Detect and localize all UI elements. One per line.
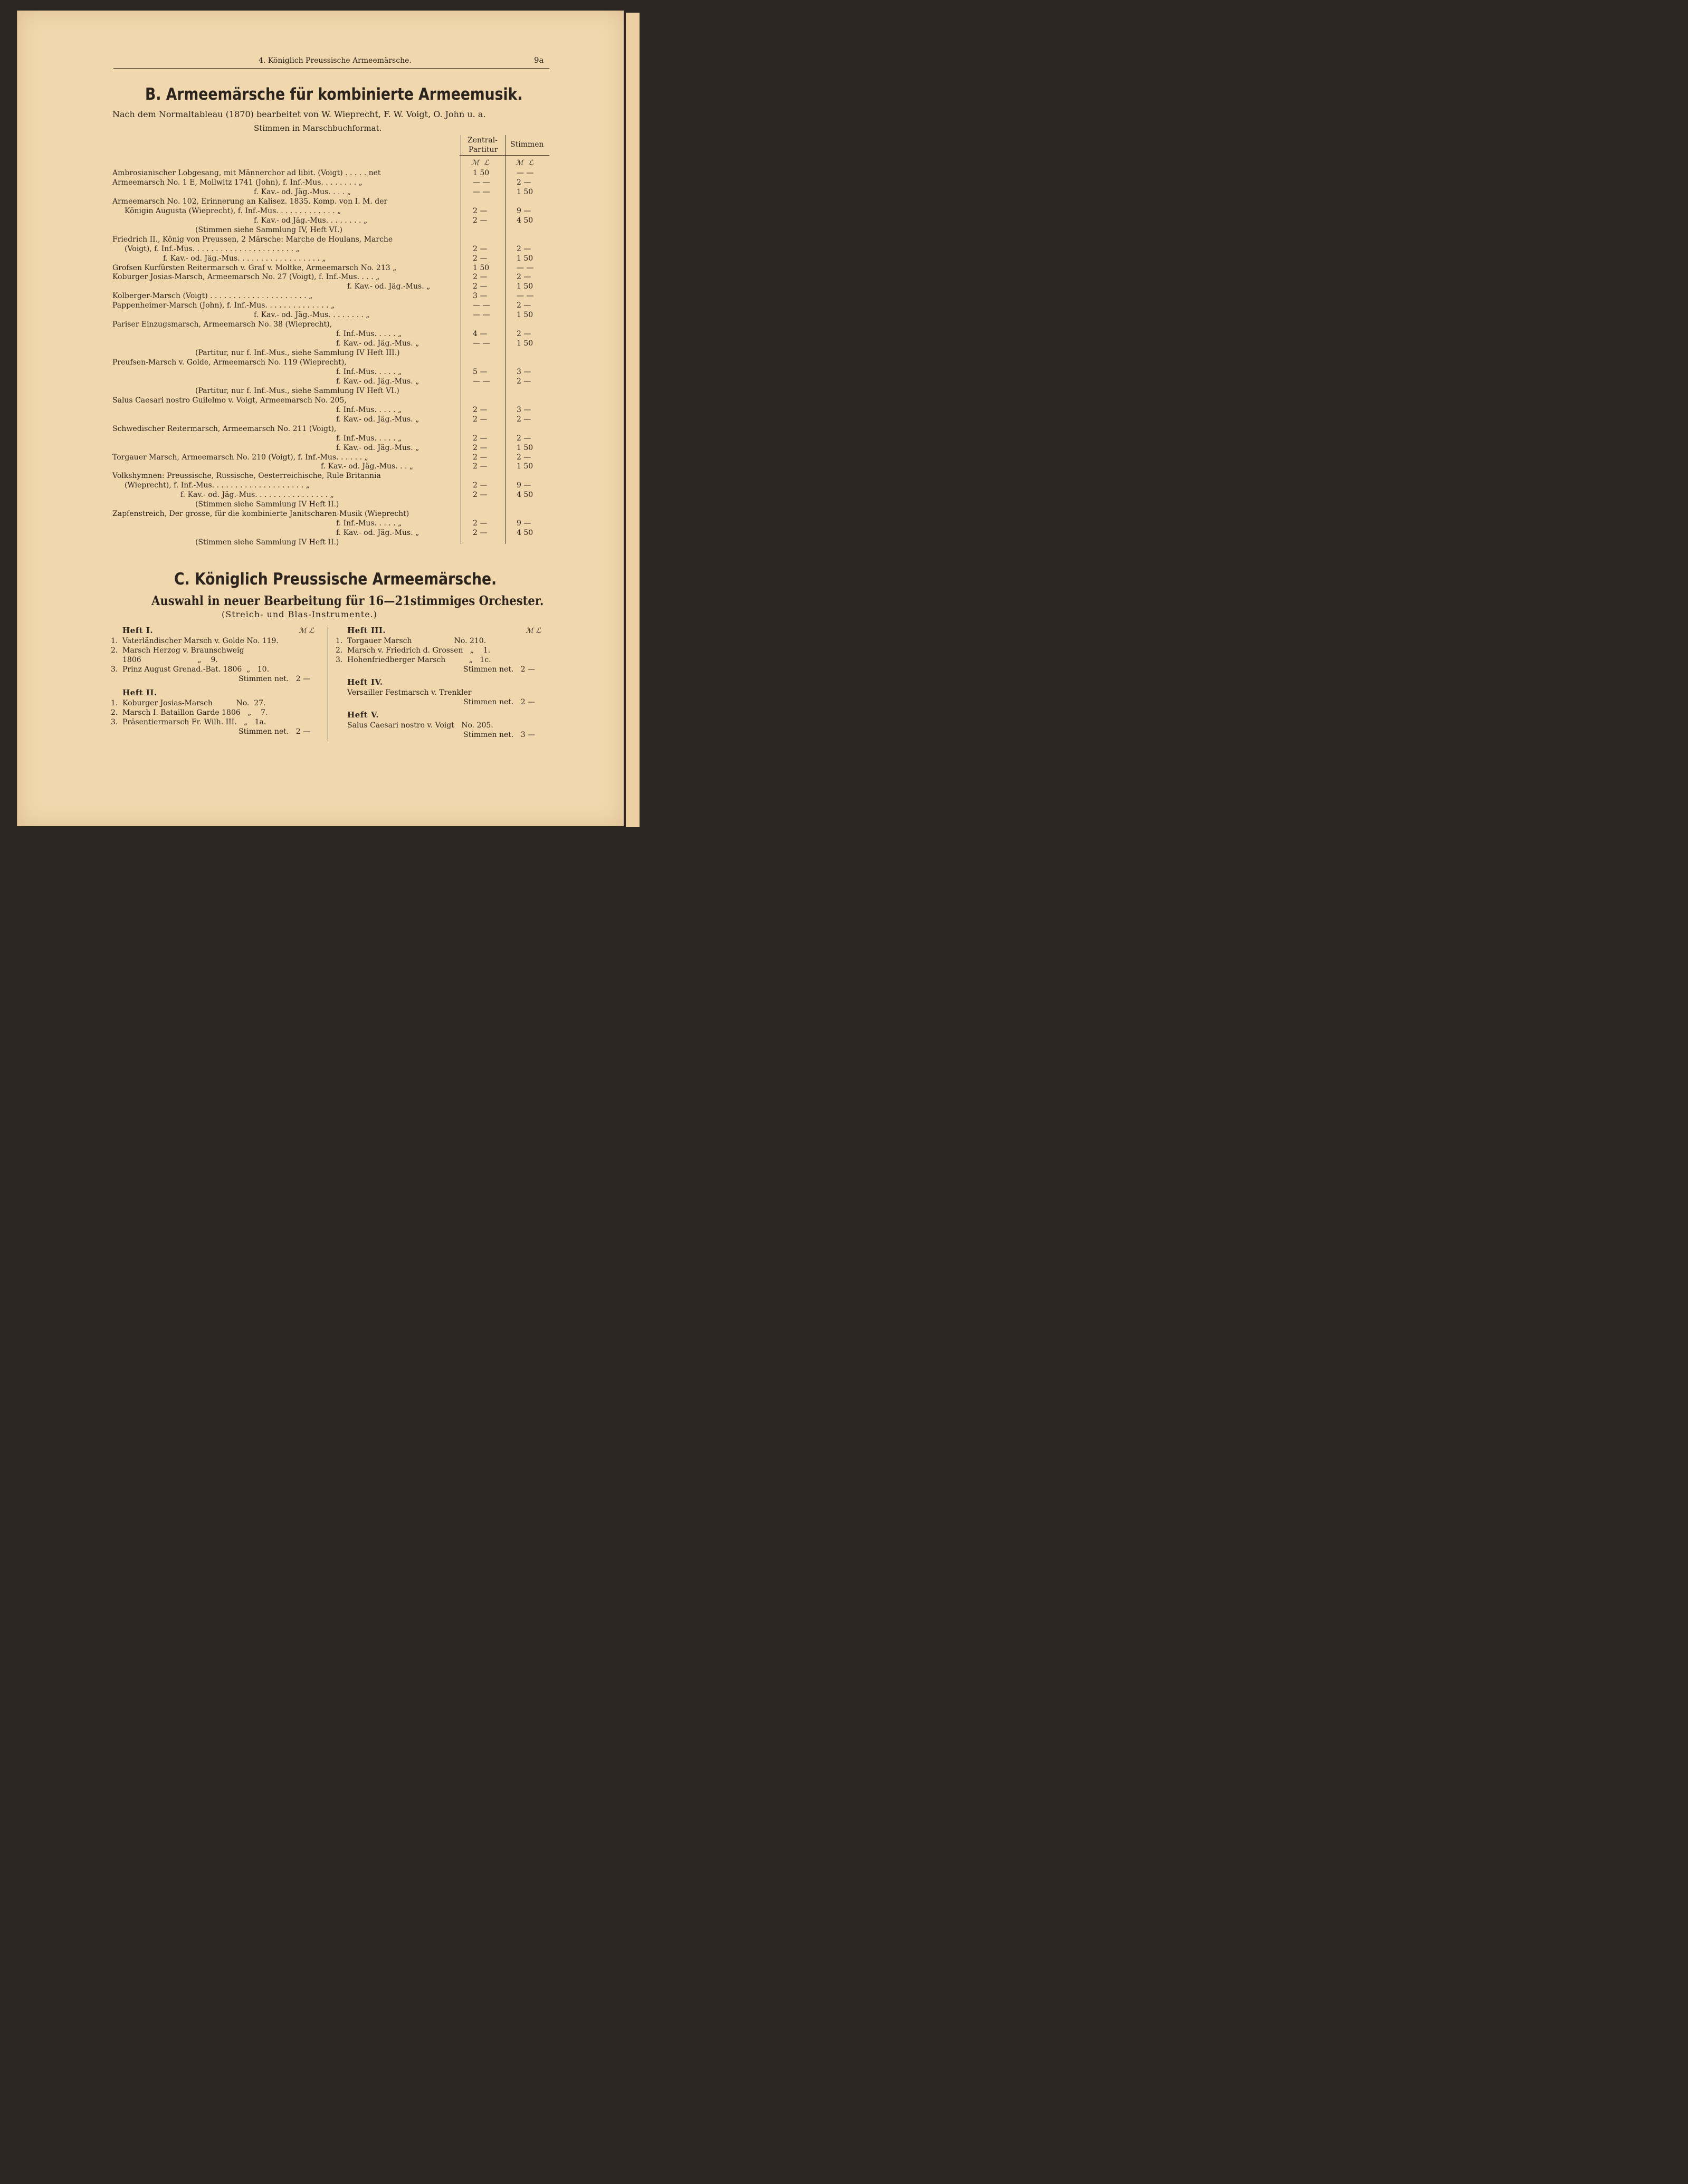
section-b-row-text: f. Kav.- od. Jäg.-Mus. . . . . . . . . . . . . . . . . . „ [163,254,326,263]
partitur-price: 2 — [473,282,488,291]
partitur-price: 1 50 [473,264,490,272]
stimmen-price: — — [517,169,534,177]
heft-unit: ℳ ℒ [299,627,314,635]
next-page-edge [626,13,640,827]
stimmen-price: 2 — [517,301,531,310]
partitur-price: 2 — [473,444,488,452]
stimmen-price: — — [517,264,534,272]
section-b-row-text: Koburger Josias-Marsch, Armeemarsch No. 27 (Voigt), f. Inf.-Mus. . . . „ [112,273,380,281]
heft-title: Heft III. [347,626,386,635]
section-b-row-text: f. Kav.- od. Jäg.-Mus. „ [347,282,431,291]
partitur-price: — — [473,339,490,348]
heft-item: Vaterländischer Marsch v. Golde No. 119. [122,637,279,645]
partitur-price: — — [473,301,490,310]
section-b-row-text: f. Inf.-Mus. . . . . „ [336,519,402,528]
stimmen-price: — — [517,292,534,300]
section-b-row-text: Volkshymnen: Preussische, Russische, Oesterreichische, Rule Britannia [112,472,381,480]
partitur-price: — — [473,377,490,386]
section-b-row-text: f. Kav.- od. Jäg.-Mus. . . . . . . . . . . . . . . . „ [180,491,334,499]
section-b-row-text: f. Inf.-Mus. . . . . „ [336,330,402,338]
stimmen-price: 9 — [517,207,531,215]
col-partitur-line1: Zentral- [468,136,498,145]
heft-item-number: 2. [111,646,118,655]
heft-item: Hohenfriedberger Marsch „ 1c. [347,656,491,664]
heft-item: Salus Caesari nostro v. Voigt No. 205. [347,721,493,730]
section-b-row-text: f. Kav.- od. Jäg.-Mus. „ [336,529,419,537]
heft-item: Torgauer Marsch No. 210. [347,637,487,645]
stimmen-price: 1 50 [517,311,533,319]
stimmen-price: 1 50 [517,188,533,196]
heft-item-number: 1. [336,637,343,645]
section-b-row-text: Kolberger-Marsch (Voigt) . . . . . . . . . . . . . . . . . . . . . „ [112,292,313,300]
partitur-price: 2 — [473,453,488,462]
partitur-price: 2 — [473,245,488,253]
stimmen-price: 2 — [517,178,531,187]
partitur-price: 3 — [473,292,488,300]
heft-item-number: 2. [336,646,343,655]
running-title: 4. Königlich Preussische Armeemärsche. [259,56,412,65]
stimmen-price: 1 50 [517,254,533,263]
partitur-price: — — [473,311,490,319]
partitur-price: 2 — [473,406,488,414]
heft-item: Koburger Josias-Marsch No. 27. [122,699,266,707]
section-b-row-text: f. Kav.- od. Jäg.-Mus. „ [336,415,419,424]
section-b-row-text: Salus Caesari nostro Guilelmo v. Voigt, Armeemarsch No. 205, [112,396,347,405]
stimmen-price: 4 50 [517,216,533,225]
heft-price: Stimmen net. 3 — [463,731,536,739]
stimmen-price: 2 — [517,453,531,462]
col-rule-mid [505,135,506,544]
section-b-row-text: Grofsen Kurfürsten Reitermarsch v. Graf v. Moltke, Armeemarsch No. 213 „ [112,264,397,272]
heft-item: Marsch I. Bataillon Garde 1806 „ 7. [122,708,268,717]
section-c-title: C. Königlich Preussische Armeemärsche. [174,570,497,589]
stimmen-price: 3 — [517,406,531,414]
heft-title: Heft I. [122,626,154,635]
stimmen-price: 3 — [517,368,531,376]
heft-title: Heft II. [122,688,157,697]
heft-price: Stimmen net. 2 — [239,675,311,683]
partitur-price: 2 — [473,462,488,471]
partitur-price: 2 — [473,415,488,424]
section-b-row-text: (Partitur, nur f. Inf.-Mus., siehe Sammlung IV Heft III.) [195,349,400,357]
heft-item-number: 1. [111,637,118,645]
stimmen-price: 9 — [517,481,531,490]
section-b-row-text: (Stimmen siehe Sammlung IV, Heft VI.) [195,226,342,234]
page-number: 9a [534,55,544,65]
page [0,0,640,827]
section-b-row-text: Ambrosianischer Lobgesang, mit Männerchor ad libit. (Voigt) . . . . . net [112,169,381,177]
section-b-row-text: f. Kav.- od. Jäg.-Mus. . . . . . . . „ [254,311,370,319]
col-header-rule [460,155,549,156]
heft-item: Prinz August Grenad.-Bat. 1806 „ 10. [122,665,270,674]
heft-item-number: 2. [111,708,118,717]
section-b-subtitle: Nach dem Normaltableau (1870) bearbeitet von W. Wieprecht, F. W. Voigt, O. John u. a. [112,109,486,119]
heft-price: Stimmen net. 2 — [463,665,536,674]
heft-unit: ℳ ℒ [526,627,541,635]
stimmen-price: 1 50 [517,444,533,452]
partitur-price: 2 — [473,273,488,281]
heft-item: Marsch Herzog v. Braunschweig [122,646,244,655]
section-b-row-text: f. Kav.- od. Jäg.-Mus. . . „ [321,462,414,471]
partitur-price: 4 — [473,330,488,338]
col-stimmen: Stimmen [510,140,544,149]
section-b-row-text: Königin Augusta (Wieprecht), f. Inf.-Mus. . . . . . . . . . . . . „ [125,207,341,215]
stimmen-price: 4 50 [517,491,533,499]
section-b-row-text: Preufsen-Marsch v. Golde, Armeemarsch No. 119 (Wieprecht), [112,358,347,367]
section-b-row-text: Zapfenstreich, Der grosse, für die kombinierte Janitscharen-Musik (Wieprecht) [112,510,409,518]
partitur-price: 5 — [473,368,488,376]
heft-item: 1806 „ 9. [122,656,218,664]
section-b-row-text: Schwedischer Reitermarsch, Armeemarsch No. 211 (Voigt), [112,425,337,433]
partitur-price: 2 — [473,481,488,490]
partitur-price: — — [473,178,490,187]
stimmen-price: 9 — [517,519,531,528]
heft-item-number: 1. [111,699,118,707]
section-b-row-text: f. Inf.-Mus. . . . . „ [336,368,402,376]
partitur-price: 2 — [473,529,488,537]
stimmen-price: 1 50 [517,339,533,348]
section-b-row-text: (Stimmen siehe Sammlung IV Heft II.) [195,538,339,547]
partitur-price: 2 — [473,207,488,215]
col-partitur-line2: Partitur [469,146,498,154]
stimmen-price: 2 — [517,434,531,443]
section-b-row-text: f. Kav.- od Jäg.-Mus. . . . . . . . „ [254,216,368,225]
heft-item-number: 3. [111,665,118,674]
section-b-row-text: f. Kav.- od. Jäg.-Mus. „ [336,377,419,386]
unit-pf-p: ℒ [484,159,490,167]
partitur-price: 2 — [473,519,488,528]
section-b-row-text: Armeemarsch No. 102, Erinnerung an Kalisez. 1835. Komp. von I. M. der [112,197,388,206]
stimmen-price: 2 — [517,273,531,281]
partitur-price: 2 — [473,216,488,225]
stimmen-price: 2 — [517,377,531,386]
section-b-row-text: f. Inf.-Mus. . . . . „ [336,406,402,414]
partitur-price: 2 — [473,491,488,499]
heft-title: Heft IV. [347,677,383,687]
stimmen-price: 2 — [517,245,531,253]
unit-mark-p: ℳ [471,159,479,167]
unit-pf-s: ℒ [528,159,534,167]
stimmen-price: 2 — [517,415,531,424]
section-b-row-text: (Wieprecht), f. Inf.-Mus. . . . . . . . . . . . . . . . . . . . „ [125,481,310,490]
stimmen-price: 1 50 [517,282,533,291]
heft-item: Marsch v. Friedrich d. Grossen „ 1. [347,646,491,655]
stimmen-price: 1 50 [517,462,533,471]
partitur-price: 2 — [473,254,488,263]
section-b-row-text: f. Kav.- od. Jäg.-Mus. . . . „ [254,188,351,196]
section-b-title: B. Armeemärsche für kombinierte Armeemusik. [145,85,523,104]
section-b-row-text: Torgauer Marsch, Armeemarsch No. 210 (Voigt), f. Inf.-Mus. . . . . . „ [112,453,368,462]
section-b-row-text: f. Kav.- od. Jäg.-Mus. „ [336,339,419,348]
heft-item: Präsentiermarsch Fr. Wilh. III. „ 1a. [122,718,266,726]
section-b-subtitle2: Stimmen in Marschbuchformat. [254,123,382,133]
section-b-row-text: Pappenheimer-Marsch (John), f. Inf.-Mus. . . . . . . . . . . . . . „ [112,301,335,310]
partitur-price: — — [473,188,490,196]
header-rule [113,68,549,69]
unit-mark-s: ℳ [516,159,523,167]
section-b-row-text: Pariser Einzugsmarsch, Armeemarsch No. 38 (Wieprecht), [112,320,332,329]
heft-item-number: 3. [111,718,118,726]
section-b-row-text: Friedrich II., König von Preussen, 2 Märsche: Marche de Houlans, Marche [112,235,393,244]
section-c-subtitle2: (Streich- und Blas-Instrumente.) [222,609,377,619]
stimmen-price: 2 — [517,330,531,338]
stimmen-price: 4 50 [517,529,533,537]
section-b-row-text: Armeemarsch No. 1 E, Mollwitz 1741 (John), f. Inf.-Mus. . . . . . . . „ [112,178,363,187]
section-b-row-text: (Stimmen siehe Sammlung IV Heft II.) [195,500,339,509]
heft-price: Stimmen net. 2 — [239,727,311,736]
section-b-row-text: (Voigt), f. Inf.-Mus. . . . . . . . . . . . . . . . . . . . . . „ [125,245,300,253]
heft-item-number: 3. [336,656,343,664]
partitur-price: 2 — [473,434,488,443]
partitur-price: 1 50 [473,169,490,177]
section-b-row-text: f. Kav.- od. Jäg.-Mus. „ [336,444,419,452]
section-c-subtitle: Auswahl in neuer Bearbeitung für 16—21stimmiges Orchester. [151,593,544,608]
section-b-row-text: f. Inf.-Mus. . . . . „ [336,434,402,443]
heft-title: Heft V. [347,710,379,720]
heft-price: Stimmen net. 2 — [463,698,536,706]
heft-item: Versailler Festmarsch v. Trenkler [347,688,472,697]
section-b-row-text: (Partitur, nur f. Inf.-Mus., siehe Sammlung IV Heft VI.) [195,387,399,395]
